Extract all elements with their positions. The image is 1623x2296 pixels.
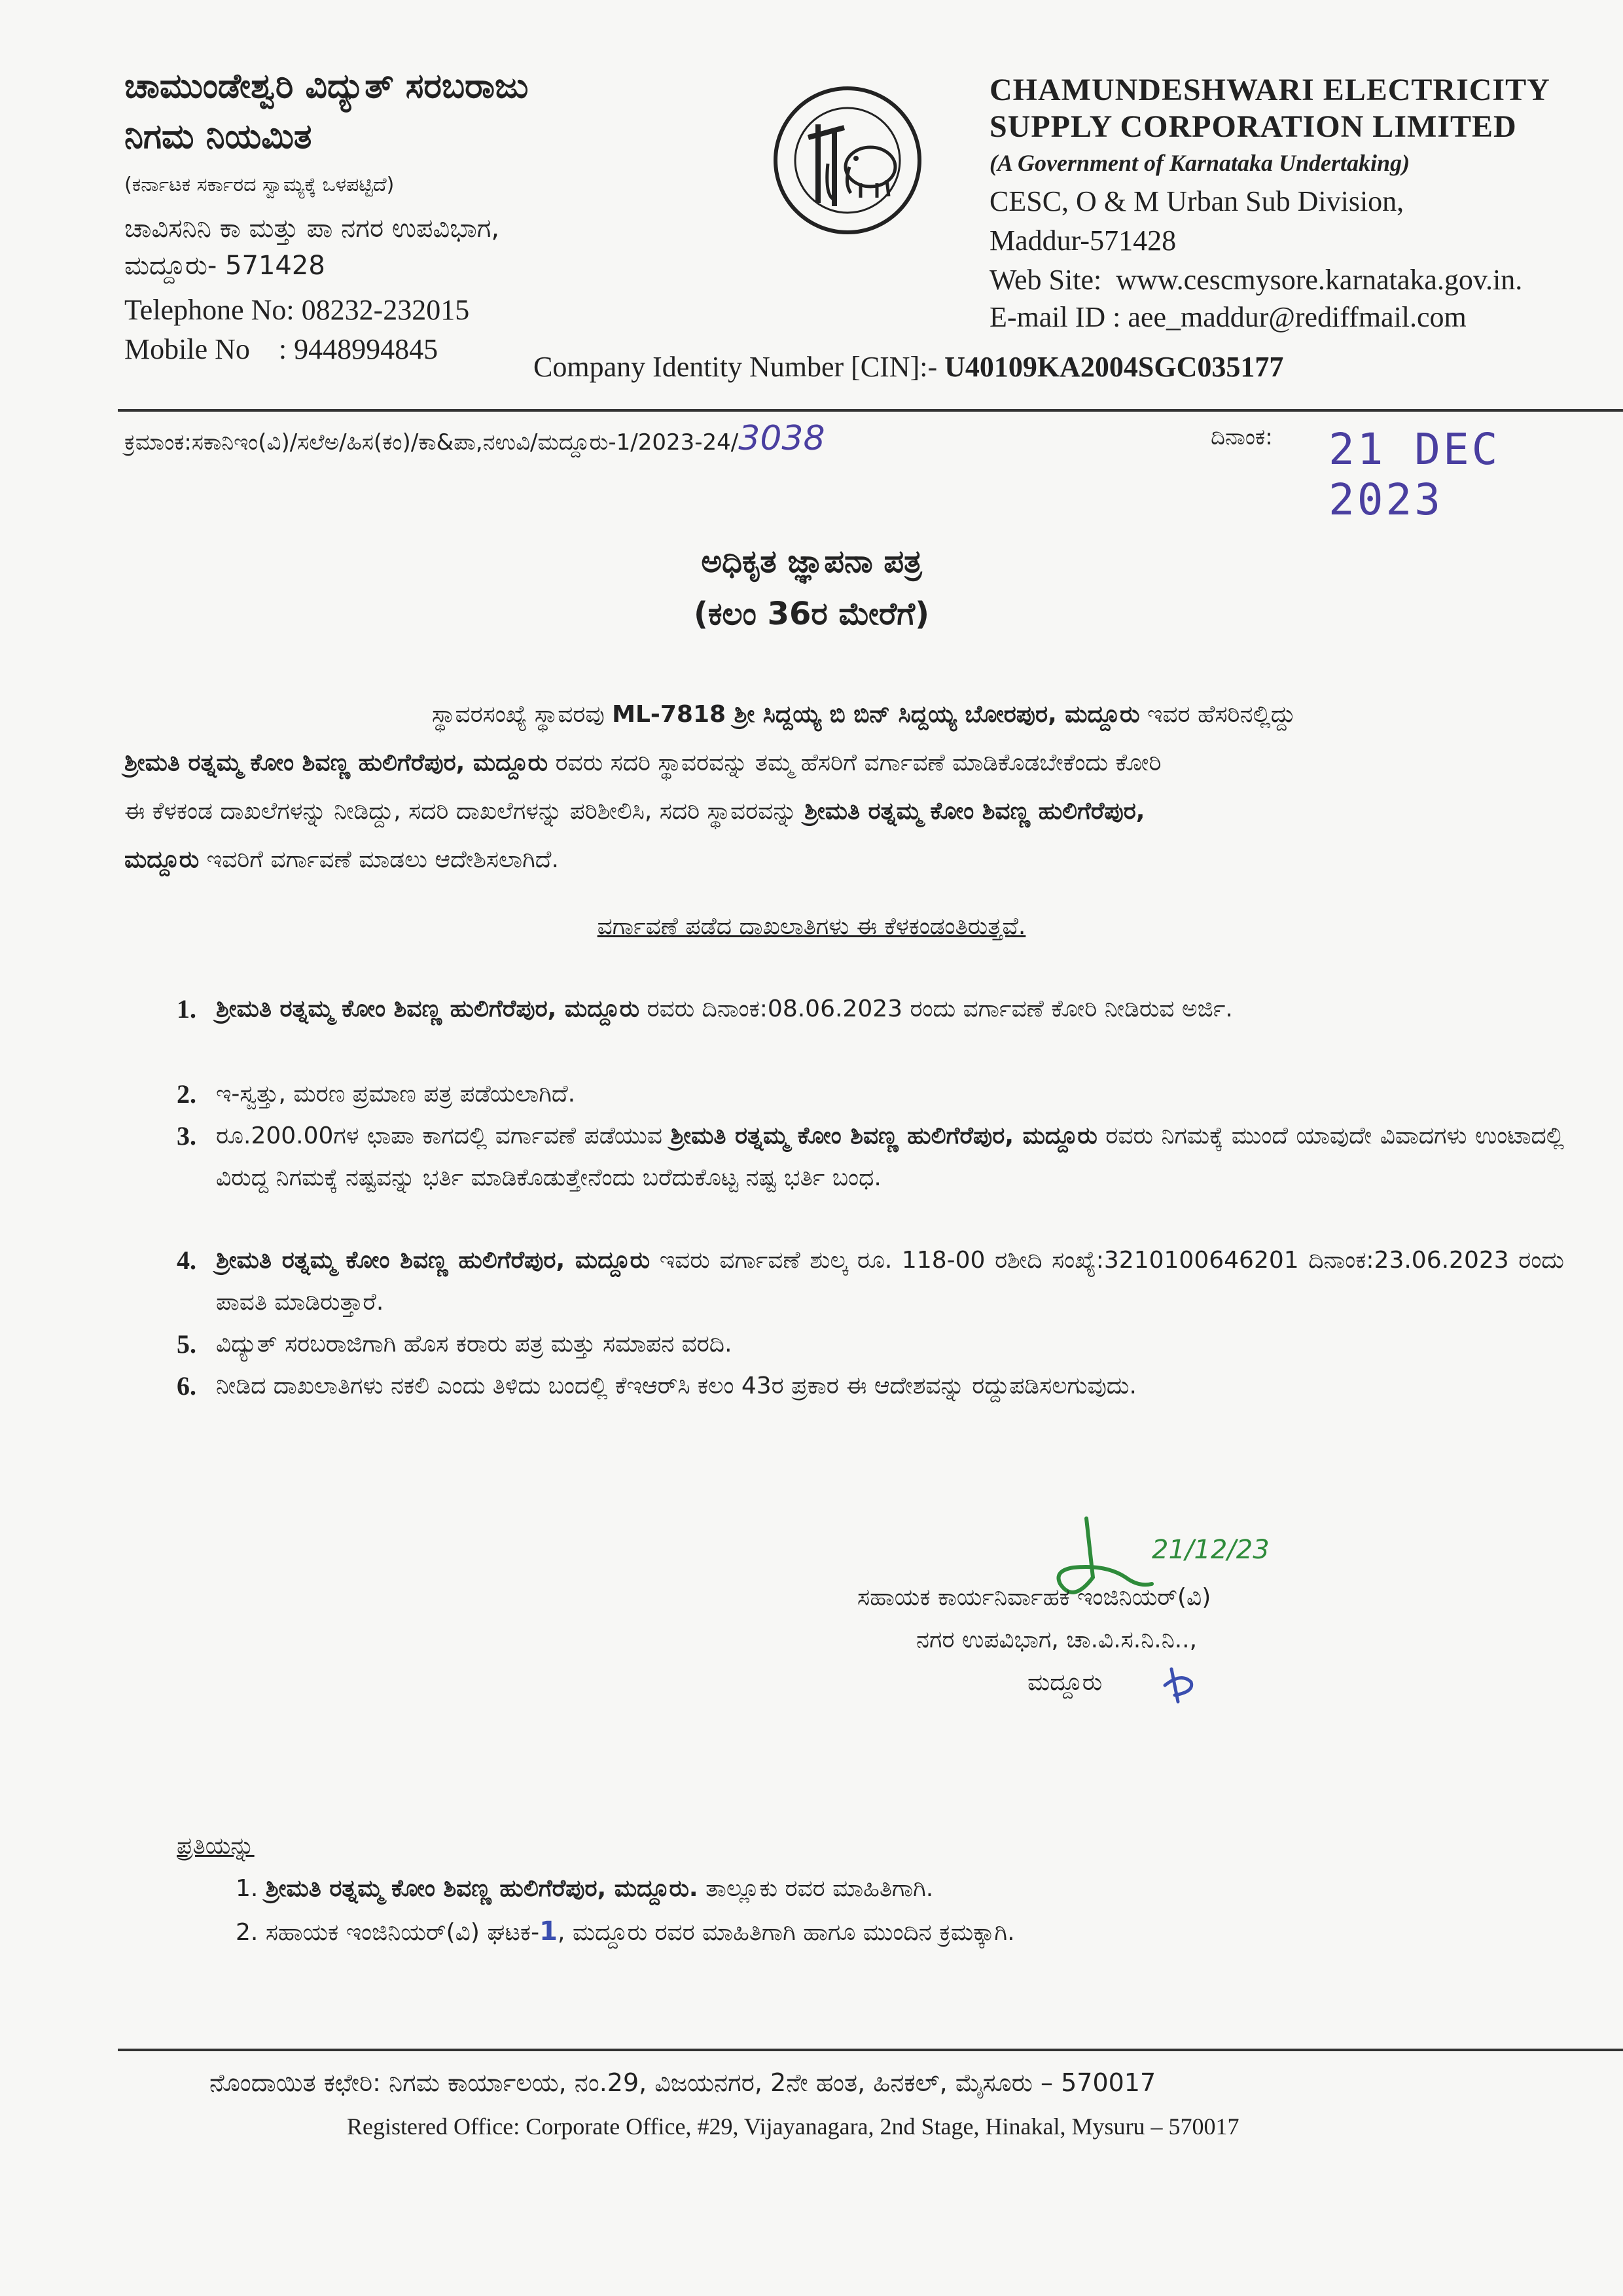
- en-company-name-line2: SUPPLY CORPORATION LIMITED: [990, 109, 1517, 144]
- copy-item-2: [236, 1916, 1015, 1946]
- body-text-segment: ಸ್ಥಾವರಸಂಖ್ಯೆ ಸ್ಥಾವರವು: [432, 701, 613, 728]
- copy-item-1: [236, 1875, 933, 1903]
- kn-city: ಮದ್ದೂರು- 571428: [124, 251, 325, 281]
- document-bold-text: ಶ್ರೀಮತಿ ರತ್ನಮ್ಮ ಕೋಂ ಶಿವಣ್ಣ ಹುಲಿಗೆರೆಪುರ, ಮದ್ದೂರು: [216, 1247, 651, 1274]
- applicant-place: ಮದ್ದೂರು: [124, 846, 200, 873]
- document-number: 6.: [177, 1371, 196, 1401]
- body-line-4: [124, 839, 1603, 881]
- kn-company-name-line2: ನಿಗಮ ನಿಯಮಿತ: [124, 117, 312, 156]
- en-company-name-line1: CHAMUNDESHWARI ELECTRICITY: [990, 73, 1550, 107]
- document-item-6: [177, 1365, 1564, 1407]
- document-text: ರೂ.200.00ಗಳ ಛಾಪಾ ಕಾಗದಲ್ಲಿ ವರ್ಗಾವಣೆ ಪಡೆಯುವ: [216, 1122, 671, 1149]
- document-item-2: [177, 1073, 1564, 1115]
- copy-handwritten-unit: 1: [539, 1916, 558, 1946]
- cin-value: U40109KA2004SGC035177: [944, 351, 1284, 383]
- document-bold-text: ಶ್ರೀಮತಿ ರತ್ನಮ್ಮ ಕೋಂ ಶಿವಣ್ಣ ಹುಲಿಗೆರೆಪುರ, ಮದ್ದೂರು: [670, 1122, 1097, 1149]
- footer-kannada: ನೊಂದಾಯಿತ ಕಛೇರಿ: ನಿಗಮ ಕಾರ್ಯಾಲಯ, ನಂ.29, ವಿಜಯನಗರ, 2ನೇ ಹಂತ, ಹಿನಕಲ್, ಮೈಸೂರು – 570017: [209, 2068, 1156, 2097]
- body-text-segment: ಈ ಕೆಳಕಂಡ ದಾಖಲೆಗಳನ್ನು ನೀಡಿದ್ದು, ಸದರಿ ದಾಖಲೆಗಳನ್ನು ಪರಿಶೀಲಿಸಿ, ಸದರಿ ಸ್ಥಾವರವನ್ನು: [124, 798, 805, 825]
- applicant-name: ಶ್ರೀಮತಿ ರತ್ನಮ್ಮ ಕೋಂ ಶಿವಣ್ಣ ಹುಲಿಗೆರೆಪುರ,: [804, 798, 1145, 825]
- reference-handwritten-number: 3038: [738, 419, 825, 458]
- documents-subheading: ವರ್ಗಾವಣೆ ಪಡೆದ ದಾಖಲಾತಿಗಳು ಈ ಕೆಳಕಂಡಂತಿರುತ್ತವೆ.: [597, 913, 1026, 940]
- document-text: ನೀಡಿದ ದಾಖಲಾತಿಗಳು ನಕಲಿ ಎಂದು ತಿಳಿದು ಬಂದಲ್ಲಿ ಕೆಇಆರ್‌ಸಿ ಕಲಂ 43ರ ಪ್ರಕಾರ ಈ ಆದೇಶವನ್ನು ರದ್ದುಪಡಿಸಲಗುವುದು.: [216, 1372, 1137, 1399]
- document-number: 2.: [177, 1079, 196, 1109]
- body-text-segment: ರವರು ಸದರಿ ಸ್ಥಾವರವನ್ನು ತಮ್ಮ ಹೆಸರಿಗೆ ವರ್ಗಾವಣೆ ಮಾಡಿಕೊಡಬೇಕೆಂದು ಕೋರಿ: [548, 749, 1162, 776]
- en-city: Maddur-571428: [990, 224, 1177, 257]
- kn-company-name-line1: ಚಾಮುಂಡೇಶ್ವರಿ ವಿದ್ಯುತ್ ಸರಬರಾಜು: [124, 67, 529, 106]
- memo-title: ಅಧಿಕೃತ ಜ್ಞಾಪನಾ ಪತ್ರ: [701, 543, 922, 580]
- website: Web Site: www.cescmysore.karnataka.gov.in.: [990, 264, 1523, 296]
- body-line-1: [432, 694, 1603, 736]
- header-divider: [118, 409, 1623, 412]
- document-item-1: [177, 988, 1564, 1030]
- memo-subtitle: (ಕಲಂ 36ರ ಮೇರೆಗೆ): [693, 596, 930, 632]
- footer-divider: [118, 2049, 1623, 2051]
- document-text: ಇ-ಸ್ವತ್ತು, ಮರಣ ಪ್ರಮಾಣ ಪತ್ರ ಪಡೆಯಲಾಗಿದೆ.: [216, 1081, 576, 1107]
- document-number: 5.: [177, 1329, 196, 1359]
- copy-text: ತಾಲ್ಲೂಕು ರವರ ಮಾಹಿತಿಗಾಗಿ.: [698, 1875, 934, 1902]
- signatory-office: ನಗರ ಉಪವಿಭಾಗ, ಚಾ.ವಿ.ಸ.ನಿ.ನಿ..,: [916, 1626, 1198, 1653]
- en-undertaking: (A Government of Karnataka Undertaking): [990, 150, 1410, 176]
- applicant-name: ಶ್ರೀಮತಿ ರತ್ನಮ್ಮ ಕೋಂ ಶಿವಣ್ಣ ಹುಲಿಗೆರೆಪುರ, ಮದ್ದೂರು: [124, 749, 548, 776]
- initial-mark: [1162, 1662, 1201, 1708]
- copy-number: 1.: [236, 1875, 259, 1902]
- cesc-logo: [772, 85, 923, 236]
- telephone: Telephone No: 08232-232015: [124, 294, 470, 326]
- copy-text: ಸಹಾಯಕ ಇಂಜಿನಿಯರ್(ವಿ) ಘಟಕ-: [265, 1919, 540, 1946]
- document-item-4: [177, 1240, 1565, 1323]
- kn-undertaking: (ಕರ್ನಾಟಕ ಸರ್ಕಾರದ ಸ್ವಾಮ್ಯಕ್ಕೆ ಒಳಪಟ್ಟಿದೆ): [124, 173, 395, 196]
- document-number: 4.: [177, 1246, 196, 1275]
- copies-label: ಪ್ರತಿಯನ್ನು: [177, 1833, 255, 1859]
- kn-office: ಚಾವಿಸನಿನಿ ಕಾ ಮತ್ತು ಪಾ ನಗರ ಉಪವಿಭಾಗ,: [124, 213, 500, 243]
- date-label: ದಿನಾಂಕ:: [1211, 424, 1273, 450]
- body-text-segment: ಇವರಿಗೆ ವರ್ಗಾವಣೆ ಮಾಡಲು ಆದೇಶಿಸಲಾಗಿದೆ.: [199, 846, 559, 873]
- copy-text: , ಮದ್ದೂರು ರವರ ಮಾಹಿತಿಗಾಗಿ ಹಾಗೂ ಮುಂದಿನ ಕ್ರಮಕ್ಕಾಗಿ.: [557, 1919, 1015, 1946]
- signature-date: 21/12/23: [1152, 1535, 1270, 1565]
- plant-number: ML-7818 ಶ್ರೀ ಸಿದ್ದಯ್ಯ ಬಿ ಬಿನ್ ಸಿದ್ದಯ್ಯ ಬೋರಪುರ, ಮದ್ದೂರು: [612, 701, 1140, 728]
- document-text: ವಿದ್ಯುತ್ ಸರಬರಾಜಿಗಾಗಿ ಹೊಸ ಕರಾರು ಪತ್ರ ಮತ್ತು ಸಮಾಪನ ವರದಿ.: [216, 1331, 732, 1357]
- email: E-mail ID : aee_maddur@rediffmail.com: [990, 301, 1467, 333]
- copy-number: 2.: [236, 1919, 259, 1946]
- cin-line: [533, 350, 1283, 384]
- footer-english: Registered Office: Corporate Office, #29, Vijayanagara, 2nd Stage, Hinakal, Mysuru – 570017: [347, 2113, 1240, 2140]
- document-text: ರವರು ದಿನಾಂಕ:08.06.2023 ರಂದು ವರ್ಗಾವಣೆ ಕೋರಿ ನೀಡಿರುವ ಅರ್ಜಿ.: [639, 996, 1233, 1022]
- cesc-logo-icon: [772, 85, 923, 236]
- document-bold-text: ಶ್ರೀಮತಿ ರತ್ನಮ್ಮ ಕೋಂ ಶಿವಣ್ಣ ಹುಲಿಗೆರೆಪುರ, ಮದ್ದೂರು: [216, 996, 640, 1022]
- reference-prefix: ಕ್ರಮಾಂಕ:ಸಕಾನಿಇಂ(ವಿ)/ಸಲೆಅ/ಹಿಸ(ಕಂ)/ಕಾ&ಪಾ,ನಉವಿ/ಮದ್ದೂರು-1/2023-24/: [124, 429, 739, 456]
- document-text: ಇವರು ವರ್ಗಾವಣೆ ಶುಲ್ಕ ರೂ. 118-00 ರಶೀದಿ ಸಂಖ್ಯೆ:3210100646201 ದಿನಾಂಕ:23.06.2023 ರಂದು ಪಾವತಿ ಮಾಡಿರುತ್ತಾರೆ.: [216, 1247, 1565, 1316]
- signatory-place: ಮದ್ದೂರು: [1027, 1669, 1103, 1696]
- body-text-segment: ಇವರ ಹೆಸರಿನಲ್ಲಿದ್ದು: [1139, 701, 1296, 728]
- mobile: Mobile No : 9448994845: [124, 333, 438, 365]
- en-office: CESC, O & M Urban Sub Division,: [990, 185, 1404, 217]
- document-text: ರವರು ನಿಗಮಕ್ಕೆ ಮುಂದೆ ಯಾವುದೇ ವಿವಾದಗಳು ಉಂಟಾದಲ್ಲಿ ವಿರುದ್ದ ನಿಗಮಕ್ಕೆ ನಷ್ಟವನ್ನು ಭರ್ತಿ ಮಾಡಿಕೊಡುತ್ತೇನೆಂದು ಬರೆದುಕೊಟ್ಟ ನಷ್ಟ ಭರ್ತಿ ಬಂಧ.: [216, 1122, 1565, 1191]
- reference-number: [124, 419, 825, 458]
- initial-scribble-icon: [1162, 1662, 1201, 1708]
- signatory-designation: ಸಹಾಯಕ ಕಾರ್ಯನಿರ್ವಾಹಕ ಇಂಜಿನಿಯರ್(ವಿ): [857, 1584, 1211, 1611]
- date-stamp: 21 DEC 2023: [1329, 424, 1501, 525]
- cin-label: Company Identity Number [CIN]:-: [533, 351, 938, 383]
- document-item-3: [177, 1115, 1565, 1199]
- document-number: 3.: [177, 1121, 196, 1151]
- body-line-3: [124, 791, 1603, 833]
- body-line-2: [124, 742, 1603, 784]
- copy-bold-text: ಶ್ರೀಮತಿ ರತ್ನಮ್ಮ ಕೋಂ ಶಿವಣ್ಣ ಹುಲಿಗೆರೆಪುರ, ಮದ್ದೂರು.: [265, 1875, 698, 1902]
- document-item-5: [177, 1323, 1564, 1365]
- document-number: 1.: [177, 994, 196, 1024]
